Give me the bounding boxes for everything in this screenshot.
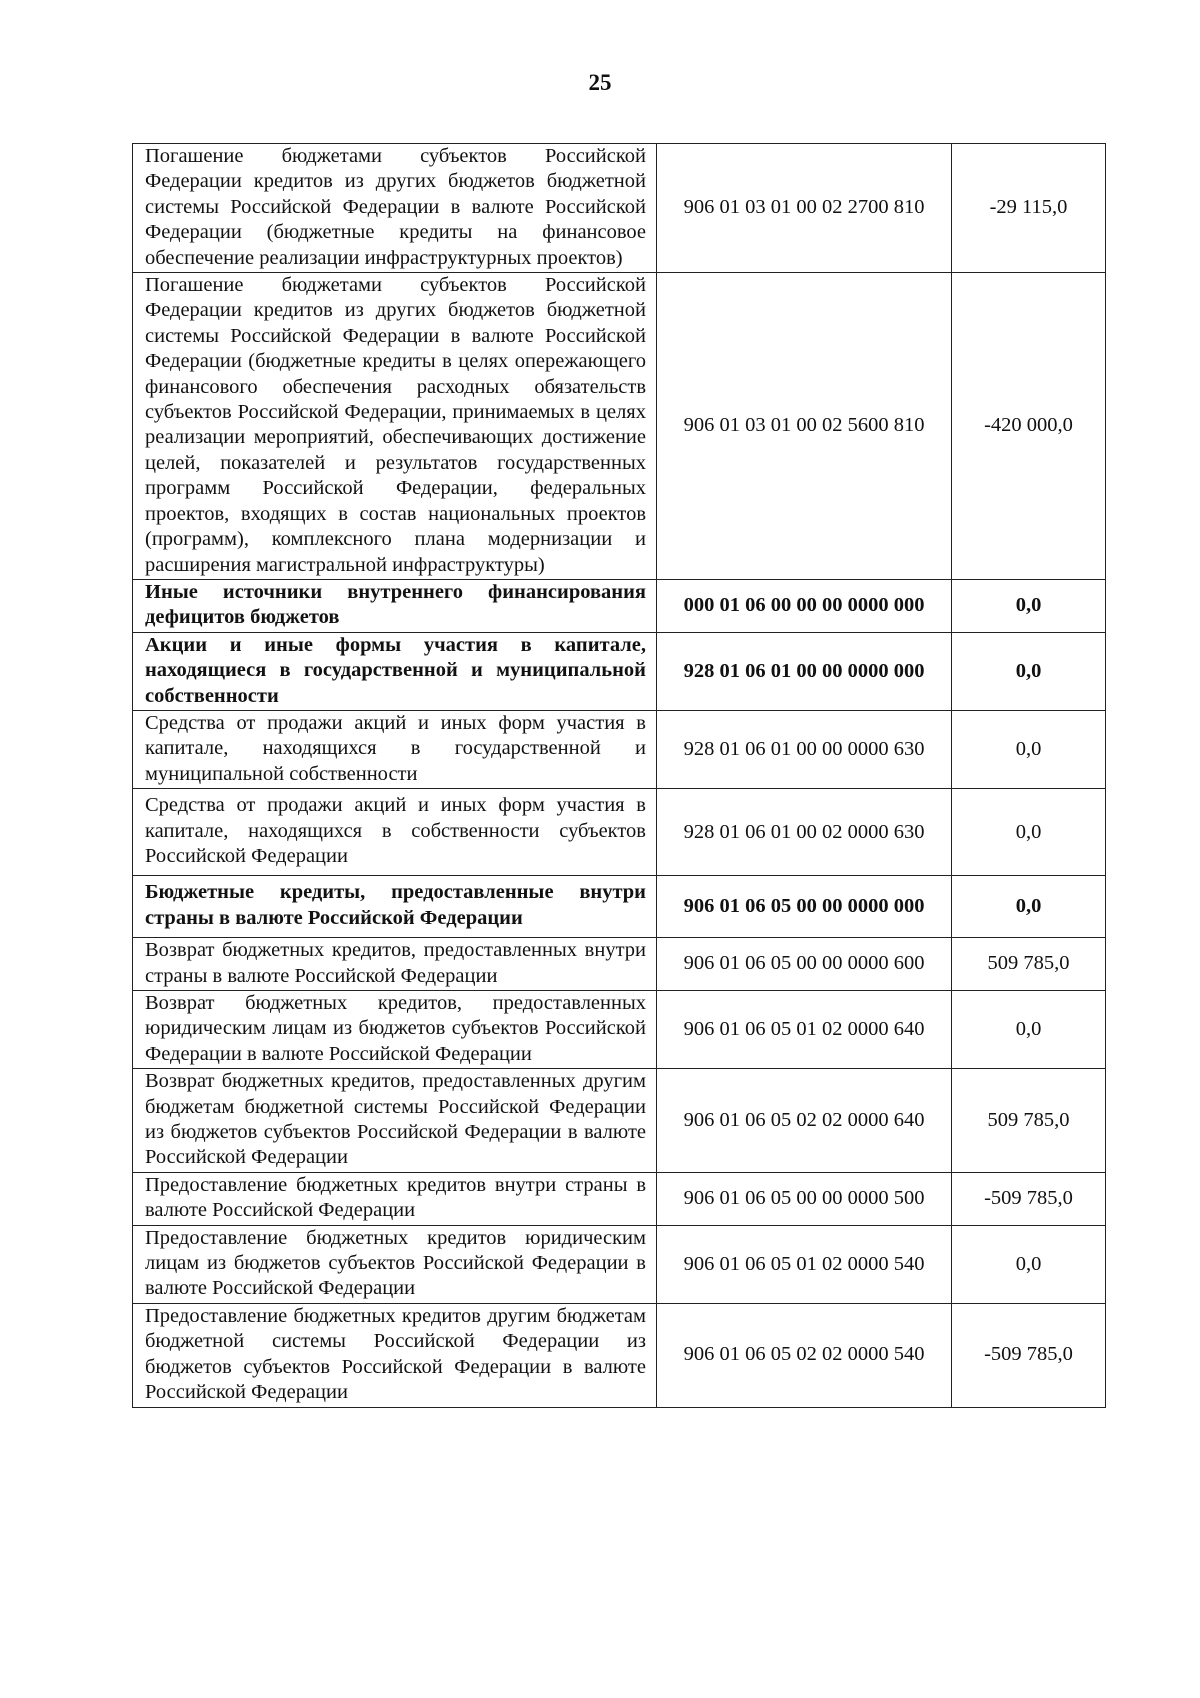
row-code: 928 01 06 01 00 02 0000 630 <box>657 789 952 876</box>
table-row <box>133 1303 1106 1407</box>
page-number: 25 <box>588 70 612 95</box>
row-code: 906 01 06 05 00 00 0000 600 <box>657 938 952 991</box>
table-row <box>133 789 1106 876</box>
row-code: 906 01 03 01 00 02 5600 810 <box>657 273 952 580</box>
row-code: 906 01 06 05 01 02 0000 540 <box>657 1225 952 1303</box>
table-row <box>133 632 1106 710</box>
row-amount: 0,0 <box>952 991 1106 1069</box>
row-name: Иные источники внутреннего финансирования дефицитов бюджетов <box>133 579 657 632</box>
row-name: Погашение бюджетами субъектов Российской Федерации кредитов из других бюджетов бюджетной системы Российской Федерации в валюте Российской Федерации (бюджетные кредиты на финансовое обеспечение реализации инфраструктурных проектов) <box>133 144 657 273</box>
table-row <box>133 1172 1106 1225</box>
row-code: 906 01 06 05 01 02 0000 640 <box>657 991 952 1069</box>
row-code: 928 01 06 01 00 00 0000 000 <box>657 632 952 710</box>
row-amount: -29 115,0 <box>952 144 1106 273</box>
table-row <box>133 710 1106 788</box>
row-name: Возврат бюджетных кредитов, предоставленных другим бюджетам бюджетной системы Российской Федерации из бюджетов субъектов Российской Федерации в валюте Российской Федерации <box>133 1069 657 1173</box>
row-amount: 509 785,0 <box>952 1069 1106 1173</box>
row-name: Бюджетные кредиты, предоставленные внутри страны в валюте Российской Федерации <box>133 876 657 938</box>
table-row <box>133 273 1106 580</box>
table-row <box>133 876 1106 938</box>
row-amount: 0,0 <box>952 789 1106 876</box>
row-amount: 509 785,0 <box>952 938 1106 991</box>
table-row <box>133 1225 1106 1303</box>
table-row <box>133 991 1106 1069</box>
row-amount: -420 000,0 <box>952 273 1106 580</box>
row-name: Акции и иные формы участия в капитале, находящиеся в государственной и муниципальной собственности <box>133 632 657 710</box>
row-name: Средства от продажи акций и иных форм участия в капитале, находящихся в государственной и муниципальной собственности <box>133 710 657 788</box>
row-amount: 0,0 <box>952 579 1106 632</box>
row-amount: -509 785,0 <box>952 1172 1106 1225</box>
row-code: 906 01 06 05 02 02 0000 640 <box>657 1069 952 1173</box>
row-name: Предоставление бюджетных кредитов внутри страны в валюте Российской Федерации <box>133 1172 657 1225</box>
row-amount: 0,0 <box>952 632 1106 710</box>
row-name: Возврат бюджетных кредитов, предоставленных юридическим лицам из бюджетов субъектов Российской Федерации в валюте Российской Федерации <box>133 991 657 1069</box>
row-name: Погашение бюджетами субъектов Российской Федерации кредитов из других бюджетов бюджетной системы Российской Федерации в валюте Российской Федерации (бюджетные кредиты в целях опережающего финансового обеспечения расходных обязательств субъектов Российской Федерации, принимаемых в целях реализации мероприятий, обеспечивающих достижение целей, показателей и результатов государственных программ Российской Федерации, федеральных проектов, входящих в состав национальных проектов (программ), комплексного плана модернизации и расширения магистральной инфраструктуры) <box>133 273 657 580</box>
row-amount: -509 785,0 <box>952 1303 1106 1407</box>
row-name: Средства от продажи акций и иных форм участия в капитале, находящихся в собственности субъектов Российской Федерации <box>133 789 657 876</box>
table-row <box>133 938 1106 991</box>
row-name: Возврат бюджетных кредитов, предоставленных внутри страны в валюте Российской Федерации <box>133 938 657 991</box>
row-code: 906 01 06 05 00 00 0000 500 <box>657 1172 952 1225</box>
row-amount: 0,0 <box>952 1225 1106 1303</box>
row-code: 906 01 06 05 02 02 0000 540 <box>657 1303 952 1407</box>
table-row <box>133 1069 1106 1173</box>
row-code: 000 01 06 00 00 00 0000 000 <box>657 579 952 632</box>
row-amount: 0,0 <box>952 710 1106 788</box>
table-row <box>133 144 1106 273</box>
row-code: 906 01 03 01 00 02 2700 810 <box>657 144 952 273</box>
row-name: Предоставление бюджетных кредитов другим бюджетам бюджетной системы Российской Федерации из бюджетов субъектов Российской Федерации в валюте Российской Федерации <box>133 1303 657 1407</box>
row-amount: 0,0 <box>952 876 1106 938</box>
table-row <box>133 579 1106 632</box>
budget-sources-table <box>132 143 1106 1408</box>
row-code: 906 01 06 05 00 00 0000 000 <box>657 876 952 938</box>
row-name: Предоставление бюджетных кредитов юридическим лицам из бюджетов субъектов Российской Федерации в валюте Российской Федерации <box>133 1225 657 1303</box>
row-code: 928 01 06 01 00 00 0000 630 <box>657 710 952 788</box>
